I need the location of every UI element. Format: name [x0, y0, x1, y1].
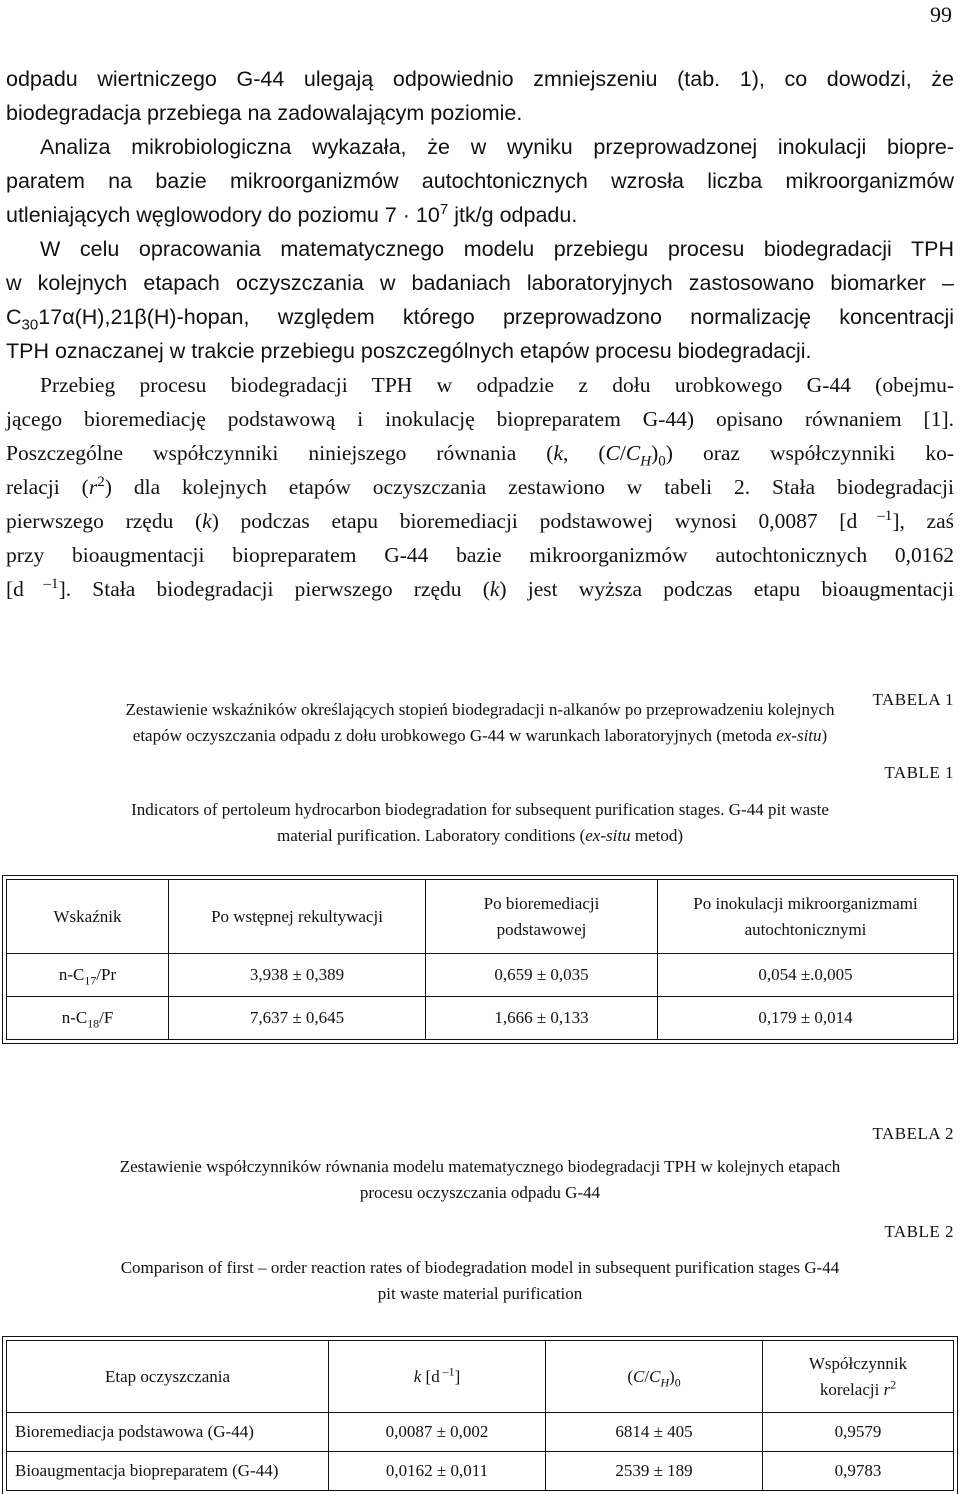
table-row	[7, 1413, 954, 1452]
paragraph-4-line-4: relacji $(r^2)$ dla kolejnych etapów oczyszczania zestawiono w tabeli 2. Stała biodegradacji	[6, 473, 954, 499]
table2-caption-en: Comparison of first – order reaction rates of biodegradation model in subsequent purification stages G-44 pit waste material purification	[120, 1258, 840, 1303]
table2-value-cell: 0,0087 ± 0,002	[329, 1413, 546, 1452]
paragraph-2-line-3: utleniających węglowodory do poziomu $7 \cdot 10^7$ jtk/g odpadu.	[6, 200, 578, 227]
table1-caption-en: Indicators of pertoleum hydrocarbon biodegradation for subsequent purification stages. G-44 pit waste material purification. Laboratory conditions (ex-situ metod)	[131, 800, 829, 845]
paragraph-1-line-2: biodegradacja przebiega na zadowalającym poziomie.	[6, 101, 523, 125]
table2-header-correlation: Współczynnik korelacji $r^2$	[763, 1341, 954, 1413]
table2-header-row	[7, 1341, 954, 1413]
table1-indicator-cell: $n-C_{17}/Pr$	[7, 954, 169, 997]
table1-value-cell: 3,938 ± 0,389	[169, 954, 426, 997]
table1	[6, 879, 954, 1040]
page-number: 99	[930, 2, 952, 27]
paragraph-4-line-7: [d $^{-1}$]. Stała biodegradacji pierwszego rzędu (k) jest wyższa podczas etapu bioaugmentacji	[6, 575, 954, 601]
table2-header-stage: Etap oczyszczania	[7, 1341, 329, 1413]
table2-value-cell: 2539 ± 189	[546, 1452, 763, 1491]
paragraph-1-line-1: odpadu wiertniczego G-44 ulegają odpowiednio zmniejszeniu (tab. 1), co dowodzi, że	[6, 67, 954, 91]
table2-caption-pl: Zestawienie współczynników równania modelu matematycznego biodegradacji TPH w kolejnych etapach procesu oczyszczania odpadu G-44	[119, 1157, 841, 1202]
paragraph-4-line-5: pierwszego rzędu (k) podczas etapu bioremediacji podstawowej wynosi 0,0087 [d $^{-1}$], zaś	[6, 507, 955, 533]
paragraph-2-line-2: paratem na bazie mikroorganizmów autochtonicznych wzrosła liczba mikroorganizmów	[6, 169, 954, 193]
table2-value-cell: 0,9783	[763, 1452, 954, 1491]
table1-value-cell: 7,637 ± 0,645	[169, 997, 426, 1040]
table-row	[7, 1452, 954, 1491]
table1-value-cell: 1,666 ± 0,133	[426, 997, 658, 1040]
table1-header-row	[7, 880, 954, 954]
paragraph-3-line-2: w kolejnych etapach oczyszczania w badaniach laboratoryjnych zastosowano biomarker –	[6, 271, 954, 295]
paragraph-2-line-1: Analiza mikrobiologiczna wykazała, że w wyniku przeprowadzonej inokulacji biopre-	[40, 135, 954, 159]
table1-value-cell: 0,054 ±.0,005	[658, 954, 954, 997]
table2-value-cell: 0,9579	[763, 1413, 954, 1452]
table2-header-k: k [d $^{-1}$]	[329, 1341, 546, 1413]
paragraph-3-line-3: $C_{30}17\alpha(H),21\beta(H)$-hopan, względem którego przeprowadzono normalizację koncentracji	[6, 305, 954, 334]
table2-stage-cell: Bioremediacja podstawowa (G-44)	[7, 1413, 329, 1452]
table1-header-initial: Po wstępnej rekultywacji	[169, 880, 426, 954]
table1-value-cell: 0,179 ± 0,014	[658, 997, 954, 1040]
table2-label-pl: TABELA 2	[872, 1124, 954, 1143]
table-row	[7, 954, 954, 997]
table2-stage-cell: Bioaugmentacja biopreparatem (G-44)	[7, 1452, 329, 1491]
table1-indicator-cell: $n-C_{18}/F$	[7, 997, 169, 1040]
table2-label-en: TABLE 2	[884, 1222, 954, 1241]
table1-caption-pl: Zestawienie wskaźników określających stopień biodegradacji n-alkanów po przeprowadzeniu kolejnych etapów oczyszczania odpadu z dołu urobkowego G-44 w warunkach laboratoryjnych (metoda ex-situ)	[125, 700, 835, 745]
table1-label-en: TABLE 1	[884, 763, 954, 782]
table1-header-inoculation: Po inokulacji mikroorganizmami autochtonicznymi	[658, 880, 954, 954]
table1-header-bioremediation: Po bioremediacji podstawowej	[426, 880, 658, 954]
paragraph-4-line-3: Poszczególne współczynniki niniejszego równania (k, $(C/C_H)_0$) oraz współczynniki ko-	[6, 441, 954, 470]
table2-value-cell: 0,0162 ± 0,011	[329, 1452, 546, 1491]
paragraph-4-line-2: jącego bioremediację podstawową i inokulację biopreparatem G-44) opisano równaniem [1].	[6, 407, 954, 431]
table1-header-indicator: Wskaźnik	[7, 880, 169, 954]
table1-label-pl: TABELA 1	[872, 690, 954, 709]
paragraph-3-line-1: W celu opracowania matematycznego modelu przebiegu procesu biodegradacji TPH	[40, 237, 954, 261]
paragraph-4-line-1: Przebieg procesu biodegradacji TPH w odpadzie z dołu urobkowego G-44 (obejmu-	[40, 373, 954, 397]
table2	[6, 1340, 954, 1491]
table-row	[7, 997, 954, 1040]
table2-value-cell: 6814 ± 405	[546, 1413, 763, 1452]
table1-value-cell: 0,659 ± 0,035	[426, 954, 658, 997]
table2-header-c-ratio: $(C/C_H)_0$	[546, 1341, 763, 1413]
paragraph-4-line-6: przy bioaugmentacji biopreparatem G-44 bazie mikroorganizmów autochtonicznych 0,0162	[6, 543, 954, 567]
body-text	[6, 62, 954, 606]
paragraph-3-line-4: TPH oznaczanej w trakcie przebiegu poszczególnych etapów procesu biodegradacji.	[6, 339, 812, 363]
